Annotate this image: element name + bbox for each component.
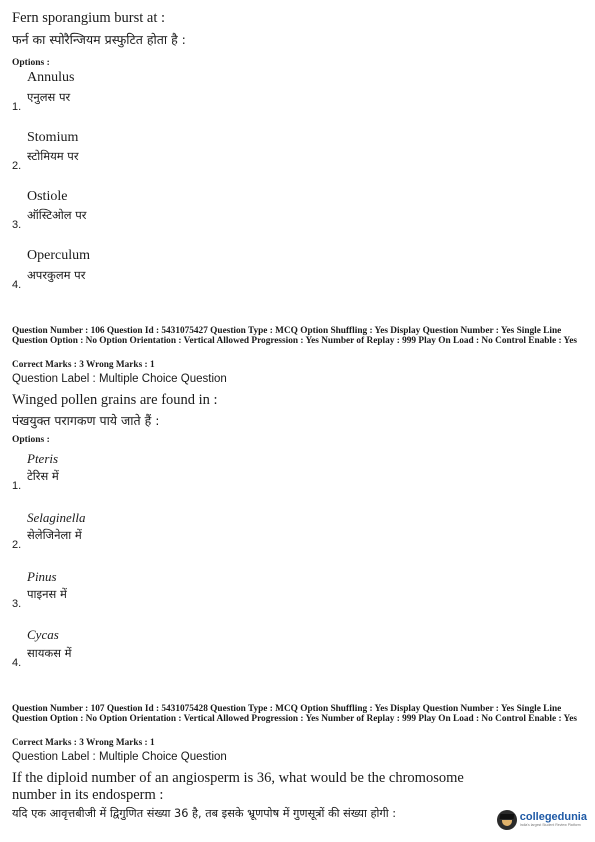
logo-name: collegedunia (519, 811, 587, 823)
question-meta: Question Number : 107 Question Id : 5431075428 Question Type : MCQ Option Shuffling : Yes Display Question Number : Yes Single Line Question Option : No Option Orientation : Vertical Allowed Progression : Yes Number of Replay : 999 Play On Load : No Control Enable : Yes (12, 704, 577, 724)
question-text-en-line2: number in its endosperm : (12, 787, 164, 803)
question-meta: Question Number : 106 Question Id : 5431075427 Question Type : MCQ Option Shuffling : Yes Display Question Number : Yes Single Line Question Option : No Option Orientation : Vertical Allowed Progression : Yes Number of Replay : 999 Play On Load : No Control Enable : Yes (12, 326, 577, 346)
option-2-en: Selaginella (27, 510, 86, 525)
options-label: Options : (12, 58, 50, 68)
option-1-number: 1. (12, 480, 22, 492)
option-3-en: Ostiole (27, 189, 68, 204)
option-3-en: Pinus (27, 569, 57, 584)
collegedunia-logo (497, 810, 587, 830)
option-1-en: Annulus (27, 70, 75, 85)
option-3-hi: ऑस्टिओल पर (27, 208, 87, 222)
option-3-number: 3. (12, 219, 22, 231)
option-3-hi: पाइनस में (27, 587, 67, 601)
option-4-en: Operculum (27, 248, 90, 263)
option-3-number: 3. (12, 598, 22, 610)
question-text-hi: पंखयुक्त परागकण पाये जाते हैं : (12, 413, 160, 428)
option-4-number: 4. (12, 657, 22, 669)
option-4-hi: सायकस में (27, 646, 72, 660)
graduate-mascot-icon (497, 810, 517, 830)
option-4-hi: अपरकुलम पर (27, 268, 86, 282)
question-marks: Correct Marks : 3 Wrong Marks : 1 (12, 738, 155, 748)
question-text-hi: यदि एक आवृत्तबीजी में द्विगुणित संख्या 36 है, तब इसके भ्रूणपोष में गुणसूत्रों की संख्या होगी : (12, 807, 397, 820)
option-4-number: 4. (12, 279, 22, 291)
option-1-number: 1. (12, 101, 22, 113)
option-4-en: Cycas (27, 627, 59, 642)
option-1-en: Pteris (27, 451, 59, 466)
logo-text (520, 812, 587, 828)
question-marks: Correct Marks : 3 Wrong Marks : 1 (12, 360, 155, 370)
option-2-hi: स्टोमियम पर (27, 149, 79, 163)
option-1-hi: टेरिस में (27, 469, 59, 483)
question-label: Question Label : Multiple Choice Question (12, 751, 227, 763)
question-text-en: Winged pollen grains are found in : (12, 392, 218, 408)
question-text-hi: फर्न का स्पोरैन्जियम प्रस्फुटित होता है : (12, 32, 186, 47)
option-2-number: 2. (12, 539, 22, 551)
question-text-en-line1: If the diploid number of an angiosperm is 36, what would be the chromosome (12, 770, 464, 786)
option-2-number: 2. (12, 160, 22, 172)
logo-tagline: India's largest Student Review Platform (519, 823, 581, 827)
option-2-en: Stomium (27, 130, 79, 145)
question-label: Question Label : Multiple Choice Question (12, 373, 227, 385)
option-1-hi: एनुलस पर (27, 90, 71, 104)
options-label: Options : (12, 435, 50, 445)
option-2-hi: सेलेजिनेला में (27, 528, 82, 542)
question-text-en: Fern sporangium burst at : (12, 10, 166, 26)
